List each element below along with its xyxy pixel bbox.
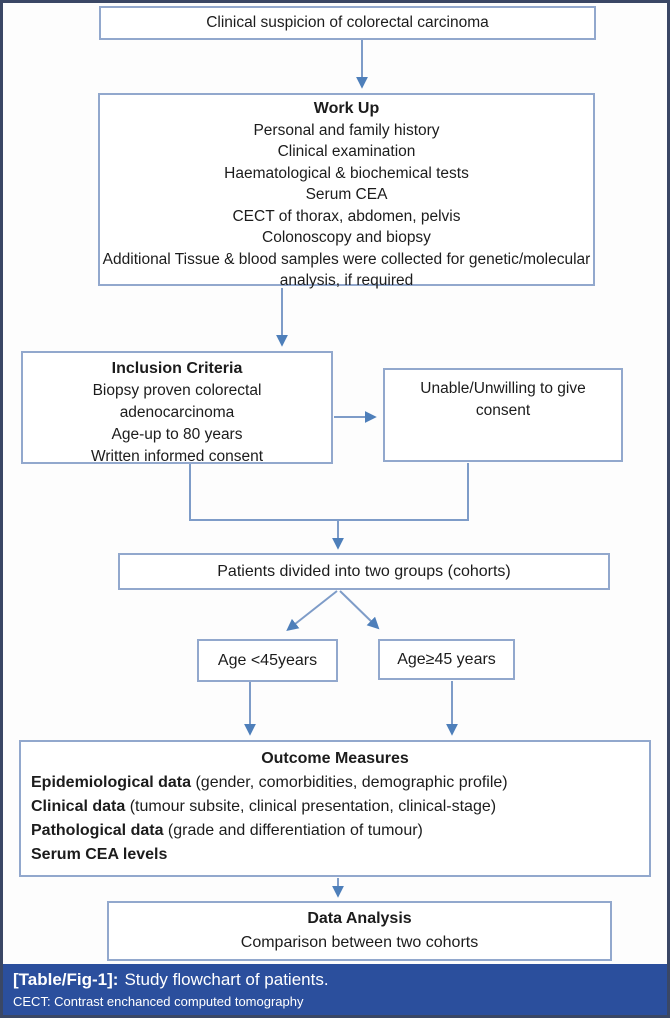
workup-title: Work Up bbox=[313, 100, 380, 117]
outcome-title: Outcome Measures bbox=[261, 750, 409, 767]
figure-caption bbox=[13, 970, 657, 990]
figure-caption-label: [Table/Fig-1]: bbox=[13, 970, 119, 989]
workup-item: CECT of thorax, abdomen, pelvis bbox=[232, 207, 461, 225]
workup-item: Personal and family history bbox=[253, 121, 440, 139]
outcome-item-detail: (tumour subsite, clinical presentation, clinical-stage) bbox=[125, 798, 497, 815]
arrow-grouping-to-old bbox=[340, 591, 376, 626]
box-clinical-suspicion bbox=[99, 6, 596, 40]
workup-item: Clinical examination bbox=[277, 143, 416, 160]
outcome-item-lead: Serum CEA levels bbox=[31, 846, 168, 863]
arrow-grouping-to-young bbox=[290, 591, 337, 628]
outcome-item bbox=[31, 843, 639, 867]
grouping-text: Patients divided into two groups (cohorts) bbox=[217, 563, 511, 580]
outcome-item-lead: Epidemiological data bbox=[31, 774, 192, 791]
inclusion-item: Biopsy proven colorectal adenocarcinoma bbox=[92, 382, 262, 421]
data-analysis-subtitle: Comparison between two cohorts bbox=[240, 934, 479, 951]
inclusion-item: Written informed consent bbox=[90, 448, 263, 465]
data-analysis-title: Data Analysis bbox=[307, 910, 412, 927]
box-cohort-young bbox=[197, 639, 338, 682]
outcome-item bbox=[31, 771, 639, 795]
consent-exclusion-text: Unable/Unwilling to give consent bbox=[420, 380, 586, 419]
box-inclusion-criteria bbox=[21, 351, 333, 464]
figure-caption-bar bbox=[3, 964, 667, 1015]
workup-item: Serum CEA bbox=[305, 186, 388, 203]
box-cohort-old bbox=[378, 639, 515, 680]
outcome-item-detail: (grade and differentiation of tumour) bbox=[163, 822, 423, 839]
box-consent-exclusion bbox=[383, 368, 623, 462]
outcome-item bbox=[31, 795, 639, 819]
outcome-item bbox=[31, 819, 639, 843]
box-grouping bbox=[118, 553, 610, 590]
inclusion-item: Age-up to 80 years bbox=[111, 426, 243, 443]
cohort-old-text: Age≥45 years bbox=[397, 651, 496, 668]
cohort-young-text: Age <45years bbox=[217, 652, 318, 669]
box-data-analysis bbox=[107, 901, 612, 961]
figure-caption-footnote: CECT: Contrast enchanced computed tomography bbox=[13, 994, 304, 1009]
connector-merge bbox=[190, 461, 468, 520]
outcome-item-lead: Clinical data bbox=[31, 798, 126, 815]
outcome-item-lead: Pathological data bbox=[31, 822, 164, 839]
workup-item: Additional Tissue & blood samples were collected for genetic/molecular analysis, if required bbox=[102, 250, 591, 289]
workup-item: Colonoscopy and biopsy bbox=[262, 229, 431, 246]
inclusion-title: Inclusion Criteria bbox=[111, 360, 243, 377]
clinical-suspicion-text: Clinical suspicion of colorectal carcinoma bbox=[206, 14, 489, 31]
workup-item: Haematological & biochemical tests bbox=[224, 164, 469, 182]
box-workup bbox=[98, 93, 595, 289]
box-outcome-measures bbox=[19, 740, 651, 877]
figure-caption-title: Study flowchart of patients. bbox=[124, 970, 329, 989]
outcome-item-detail: (gender, comorbidities, demographic profile) bbox=[191, 774, 508, 791]
